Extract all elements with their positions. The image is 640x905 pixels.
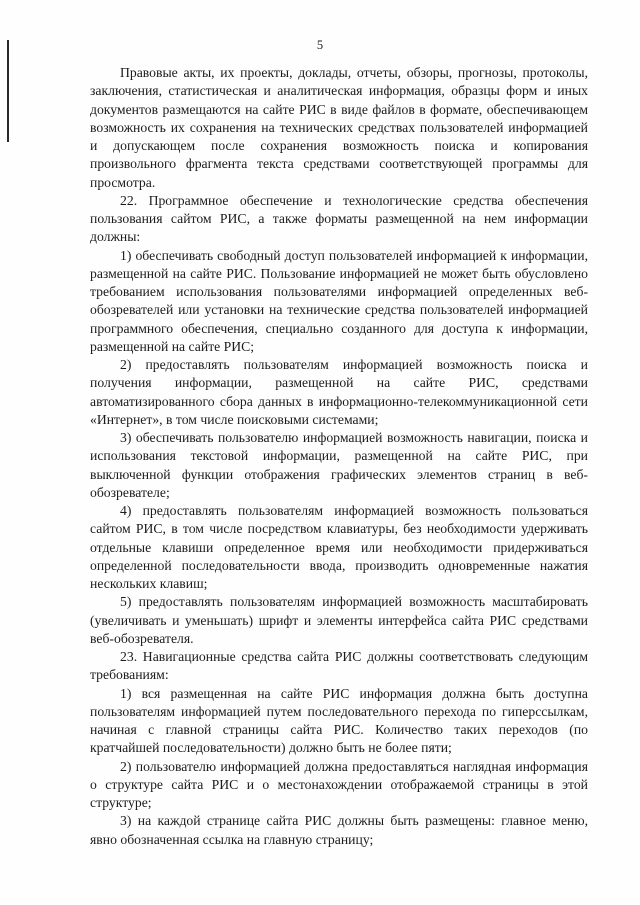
page-number: 5 [316, 38, 324, 52]
paragraph-22-item-4: 4) предоставлять пользователям информацией возможность пользоваться сайтом РИС, в том числе посредством клавиатуры, без необходимости удерживать отдельные клавиши определенное время или необходимости придерживаться определенной последовательности ввода, производить одновременные нажатия нескольких клавиш; [90, 503, 588, 591]
paragraph-22-item-1: 1) обеспечивать свободный доступ пользователей информацией к информации, размещенной на сайте РИС. Пользование информацией не может быть обусловлено требованием использования пользователями информацией определенных веб-обозревателей или установки на технические средства пользователей информацией программного обеспечения, специально созданного для доступа к информации, размещенной на сайте РИС; [90, 247, 588, 354]
paragraph-23-item-1: 1) вся размещенная на сайте РИС информация должна быть доступна пользователям информацией путем последовательного перехода по гиперссылкам, начиная с главной страницы сайта РИС. Количество таких переходов (по кратчайшей последовательности) должно быть не более пяти; [90, 685, 588, 756]
paragraph-23-item-2: 2) пользователю информацией должна предоставляться наглядная информация о структуре сайта РИС и о местонахождении отображаемой страницы в этой структуре; [90, 758, 588, 810]
paragraph-section-22: 22. Программное обеспечение и технологические средства обеспечения пользования сайтом РИС, а также форматы размещенной на нем информации должны: [90, 192, 588, 245]
scan-edge-mark [7, 108, 9, 142]
paragraph-23-item-3: 3) на каждой странице сайта РИС должны быть размещены: главное меню, явно обозначенная ссылка на главную страницу; [90, 813, 588, 847]
paragraph-22-item-5: 5) предоставлять пользователям информацией возможность масштабировать (увеличивать и уменьшать) шрифт и элементы интерфейса сайта РИС средствами веб-обозревателя. [90, 594, 588, 646]
paragraph-22-item-2: 2) предоставлять пользователям информацией возможность поиска и получения информации, размещенной на сайте РИС, средствами автоматизированного сбора данных в информационно-телекоммуникационной сети «Интернет», в том числе поисковыми системами; [90, 357, 588, 427]
document-body [90, 64, 588, 849]
paragraph-section-23: 23. Навигационные средства сайта РИС должны соответствовать следующим требованиям: [90, 649, 588, 683]
paragraph-22-item-3: 3) обеспечивать пользователю информацией возможность навигации, поиска и использования текстовой информации, размещенной на сайте РИС, при выключенной функции отображения графических элементов страниц в веб-обозревателе; [90, 430, 588, 500]
paragraph-legal-acts: Правовые акты, их проекты, доклады, отчеты, обзоры, прогнозы, протоколы, заключения, статистическая и аналитическая информация, образцы форм и иных документов размещаются на сайте РИС в виде файлов в формате, обеспечивающем возможность их сохранения на технических средствах пользователей информацией и допускающем после сохранения возможность поиска и копирования произвольного фрагмента текста средствами соответствующей программы для просмотра. [90, 65, 588, 190]
